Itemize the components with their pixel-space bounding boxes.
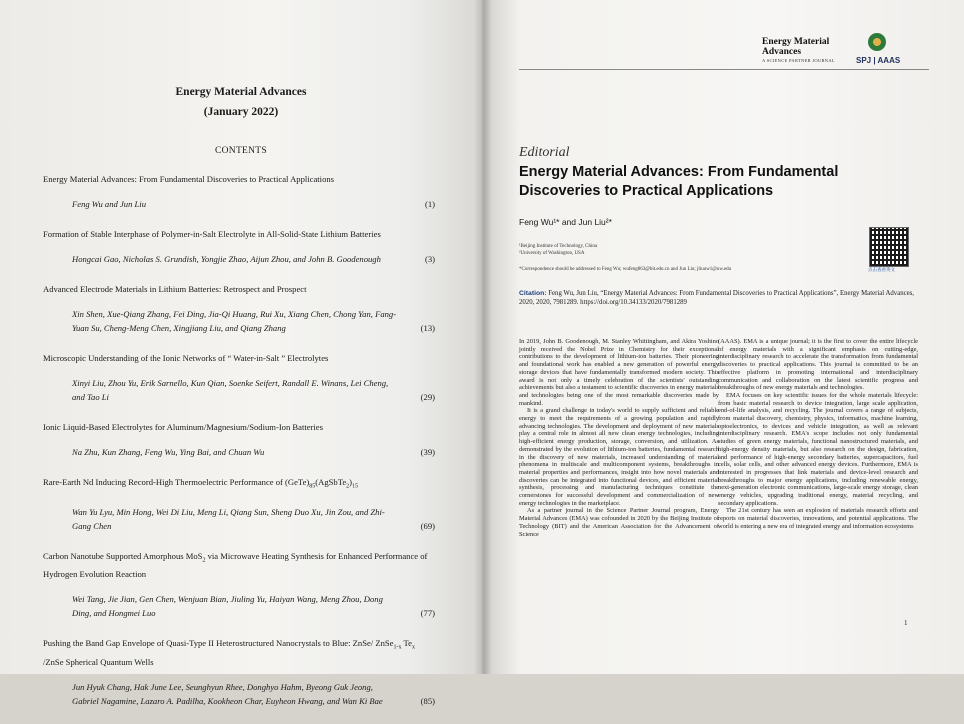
entry-page: (3) (424, 254, 435, 264)
book-gutter (474, 0, 492, 674)
journal-emblem-icon (868, 33, 886, 51)
entry-authors: Wan Yu Lyu, Min Hong, Wei Di Liu, Meng Li, Qiang Sun, Sheng Duo Xu, Jin Zou, and Zhi-Gang Chen (72, 506, 385, 531)
toc-entry[interactable] (43, 420, 435, 459)
page-number: 1 (904, 619, 908, 627)
entry-title: Microscopic Understanding of the Ionic Networks of “ Water-in-Salt ” Electrolytes (43, 353, 329, 363)
toc-entry[interactable] (43, 282, 435, 335)
entry-authors: Na Zhu, Kun Zhang, Feng Wu, Ying Bai, and Chuan Wu (72, 447, 265, 457)
affiliation-1: ¹Beijing Institute of Technology, China (519, 244, 598, 249)
entry-authors: Xin Shen, Xue-Qiang Zhang, Fei Ding, Jia-Qi Huang, Rui Xu, Xiang Chen, Chong Yan, Fang-Yuan Su, Cheng-Meng Chen, Xingjiang Liu, and Qiang Zhang (72, 309, 397, 333)
entry-page: (39) (420, 447, 435, 457)
citation-text: Feng Wu, Jun Liu, “Energy Material Advances: From Fundamental Discoveries to Practical Applications”, Energy Material Advances, 2020, 2020, 7981289. https://doi.org/10.34133/2020/7981289 (519, 290, 914, 306)
entry-title: Pushing the Band Gap Envelope of Quasi-Type II Heterostructured Nanocrystals to Blue: ZnSe/ ZnSe$_{1-x}$ $Te_x$ /ZnSe Spherical Quantum Wells (43, 638, 415, 668)
entry-title: Ionic Liquid-Based Electrolytes for Aluminum/Magnesium/Sodium-Ion Batteries (43, 422, 323, 432)
paragraph: It is a grand challenge in today's world to supply sufficient and reliable energy to meet the requirements of a growing population and rapidly advancing technologies. The development and deployment of new materials play a central role in almost all new clean energy technologies, including high-efficient energy production, storage, conversion, and utilization. As demonstrated by the evolution of lithium-ion batteries, fundamental research in the discovery of new materials, increased understanding of material phenomena in multiscale and multicomponent systems, breakthroughs in material properties and performances, insight into how novel materials and discoveries can be integrated into functional devices, and efficient material synthesis, processing and manufacturing techniques constitute the cornerstones for successful development and commercialization of new energy technologies in the marketplace. (519, 407, 719, 507)
contents-heading: CONTENTS (214, 146, 267, 156)
entry-page: (29) (420, 392, 435, 402)
section-label: Editorial (519, 145, 570, 160)
citation-label: Citation: (519, 290, 547, 297)
header-subtitle: A SCIENCE PARTNER JOURNAL (762, 58, 835, 63)
article-title: Energy Material Advances: From Fundamental Discoveries to Practical Applications (519, 164, 839, 199)
entry-authors: Xinyi Liu, Zhou Yu, Erik Sarnello, Kun Qian, Soenke Seifert, Randall E. Winans, Lei Cheng, and Tao Li (72, 378, 389, 402)
entry-title: Advanced Electrode Materials in Lithium Batteries: Retrospect and Prospect (43, 284, 307, 294)
body-column-1 (519, 338, 719, 538)
toc-entry[interactable] (43, 549, 435, 621)
correspondence: *Correspondence should be addressed to Feng Wu; wufeng863@bit.edu.cn and Jun Liu; jliuuw1@uw.edu (519, 267, 732, 272)
entry-page: (1) (424, 199, 435, 209)
paragraph: (AAAS). EMA is a unique journal; it is the first to cover the entire lifecycle of energy materials with a significant emphasis on cutting-edge, interdisciplinary research to accelerate the transformation from fundamental discoveries to practical applications. This journal is committed to be an effective platform in promoting international and interdisciplinary communication and collaboration on the latest scientific progress and breakthroughs of new energy materials and technologies. (718, 338, 918, 392)
publisher-logo: SPJ | AAAS (856, 56, 901, 65)
qr-code-icon[interactable] (869, 227, 909, 267)
toc-entry[interactable] (43, 227, 435, 266)
editorial-page (482, 0, 964, 674)
body-column-2 (718, 338, 918, 531)
entry-authors: Wei Tang, Jie Jian, Gen Chen, Wenjuan Bian, Jiuling Yu, Haiyan Wang, Meng Zhou, Dong Ding, and Hongmei Luo (72, 594, 383, 619)
entry-page: (85) (420, 696, 435, 707)
toc-entry[interactable] (43, 475, 435, 533)
affiliation-2: ²University of Washington, USA (519, 251, 585, 256)
paragraph: The 21st century has seen an explosion of materials research efforts and reports on material discoveries, innovations, and potential applications. The world is entering a new era of integrated energy and information ecosystems (718, 507, 918, 530)
entry-title: Formation of Stable Interphase of Polymer-in-Salt Electrolyte in All-Solid-State Lithium Batteries (43, 229, 381, 239)
journal-title: Energy Material Advances (175, 86, 307, 98)
entry-page: (13) (420, 323, 435, 333)
table-of-contents (43, 172, 435, 724)
entry-authors: Hongcai Gao, Nicholas S. Grundish, Yongjie Zhao, Aijun Zhou, and John B. Goodenough (72, 254, 381, 264)
entry-page: (77) (420, 608, 435, 619)
entry-title: Carbon Nanotube Supported Amorphous MoS$_2$ via Microwave Heating Synthesis for Enhanced Performance of Hydrogen Evolution Reaction (43, 550, 428, 580)
citation (519, 289, 929, 307)
qr-label[interactable]: 点击查看英文 (868, 267, 895, 272)
toc-entry[interactable] (43, 351, 435, 404)
toc-entry[interactable] (43, 636, 435, 708)
toc-entry[interactable] (43, 172, 435, 211)
entry-title: Rare-Earth Nd Inducing Record-High Thermoelectric Performance of $(GeTe)_{85}(AgSbTe_2)_{15}$ (43, 477, 359, 490)
paragraph: EMA focuses on key scientific issues for the whole materials lifecycle: from basic material research to device integration, large scale application, end-of-life analysis, and recycling. The journal covers a range of subjects, from material discovery, chemistry, physics, informatics, machine learning, optoelectronics, to devices and vehicle integration, as well as relevant interdisciplinary research. EMA's scope includes not only fundamental studies of green energy materials, functional nanostructured materials, and high-energy density materials, but also research on the design, fabrication, and performance of high-energy secondary batteries, supercapacitors, fuel cells, solar cells, and other advanced energy devices. Furthermore, EMA is interested in progresses that link materials and device-level research and breakthroughs to major energy applications, including renewable energy, next-generation electronic communications, large-scale energy storage, clean energy vehicles, upgrading traditional energy, material recycling, and secondary applications. (718, 391, 918, 507)
header-divider (519, 69, 929, 70)
entry-authors: Jun Hyuk Chang, Hak June Lee, Seunghyun Rhee, Donghyo Hahm, Byeong Guk Jeong, Gabriel Nagamine, Lazaro A. Padilha, Kookheon Char, Euyheon Hwang, and Wan Ki Bae (72, 682, 383, 707)
contents-page (0, 0, 482, 707)
entry-authors: Feng Wu and Jun Liu (72, 199, 146, 209)
header-journal-name: Energy Material Advances (762, 37, 830, 57)
article-authors: Feng Wu¹* and Jun Liu²* (519, 217, 612, 227)
entry-title: Energy Material Advances: From Fundamental Discoveries to Practical Applications (43, 174, 335, 184)
entry-page: (69) (420, 520, 435, 531)
paragraph: As a partner journal in the Science Partner Journal program, Energy Material Advances (EMA) was cofounded in 2020 by the Beijing Institute of Technology (BIT) and the American Association for the Advancement of Science (519, 507, 719, 538)
paragraph: In 2019, John B. Goodenough, M. Stanley Whittingham, and Akira Yoshino jointly received the Nobel Prize in Chemistry for their exceptional contributions to the development of lithium-ion batteries. Their pioneering and foundational work has enabled a new generation of powerful energy storage devices that have fundamentally transformed modern society. This award is not only a timely celebration of the scientists' outstanding achievements but also a testament to scientific discoveries in energy materials and technologies being one of the most remarkable discoveries made by mankind. (519, 338, 719, 407)
issue-date: (January 2022) (203, 106, 279, 118)
